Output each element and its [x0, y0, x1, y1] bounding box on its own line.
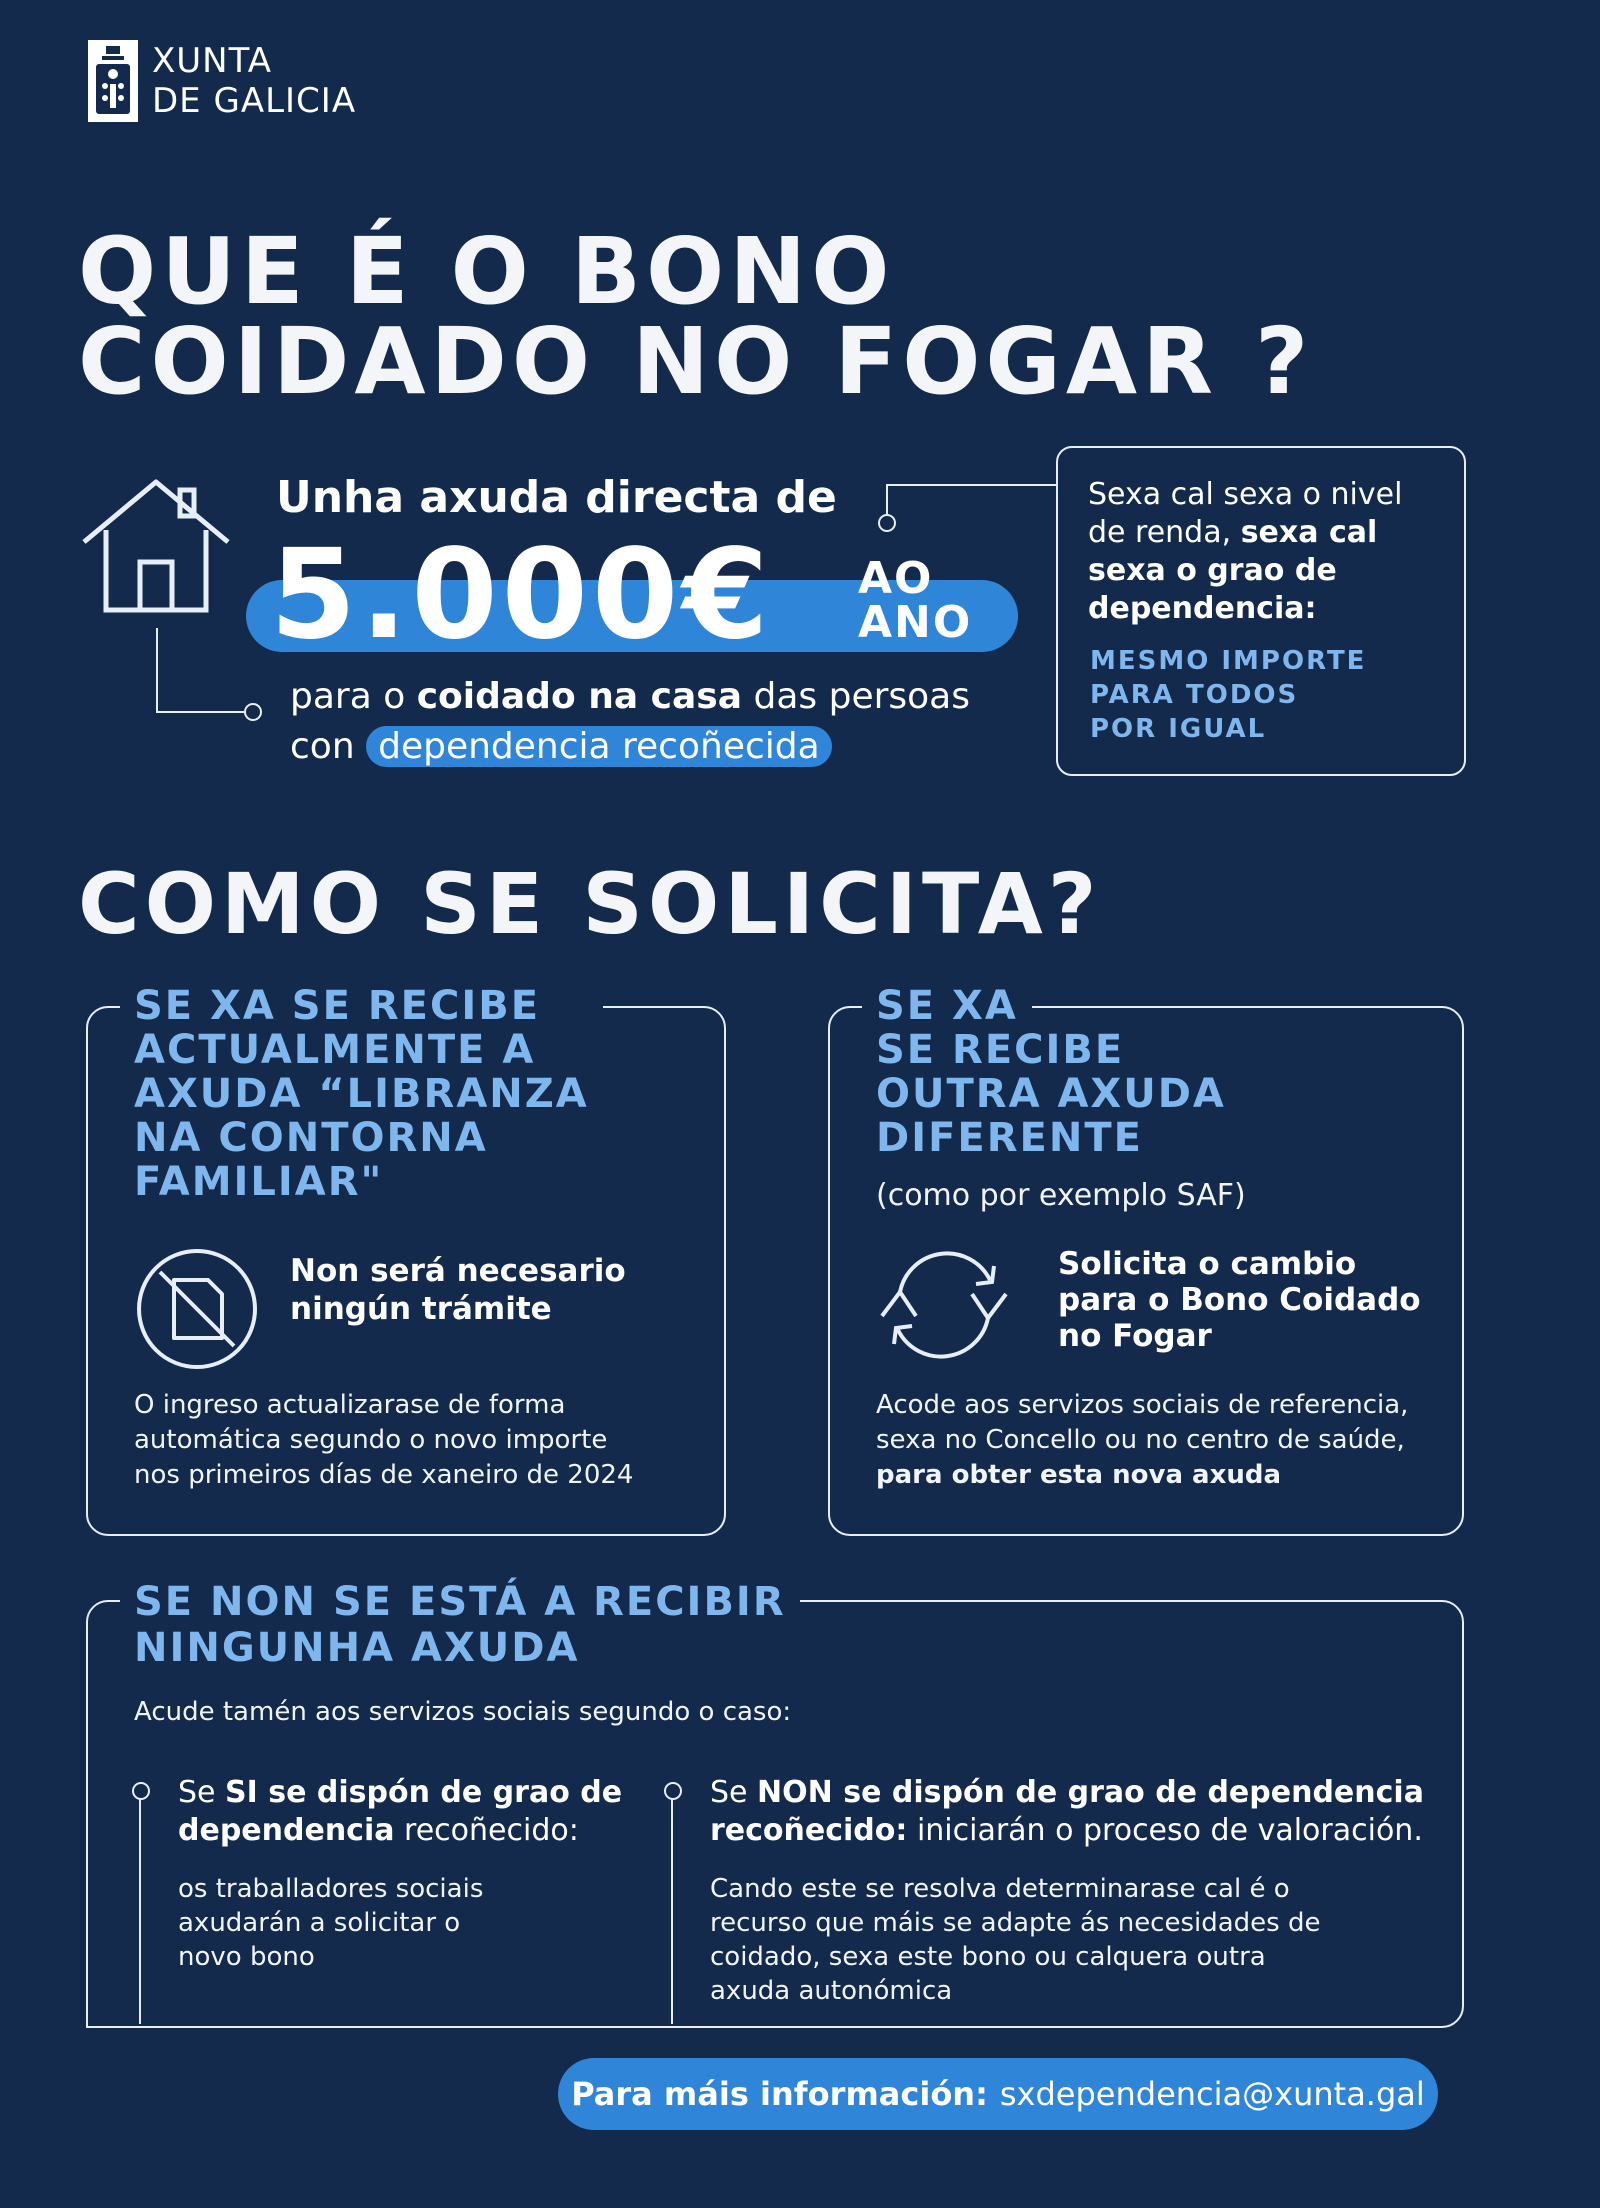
side-line1: Sexa cal sexa o nivel — [1088, 477, 1403, 512]
left-body-2: automática segundo o novo importe — [134, 1425, 608, 1455]
right-body-2: sexa no Concello ou no centro de saúde, — [876, 1425, 1405, 1455]
side-caps3: POR IGUAL — [1090, 714, 1267, 744]
right-sub: (como por exemplo SAF) — [876, 1178, 1246, 1213]
none-intro: Acude tamén aos servizos sociais segundo o caso: — [134, 1697, 792, 1727]
colB-body-1: Cando este se resolva determinarase cal é o — [710, 1874, 1290, 1904]
colA-l1-pre: Se — [178, 1775, 216, 1810]
left-body-1: O ingreso actualizarase de forma — [134, 1390, 566, 1420]
left-heading-4: NA CONTORNA — [134, 1115, 488, 1161]
house-icon — [76, 470, 236, 620]
right-body-3: para obter esta nova axuda — [876, 1460, 1282, 1490]
desc-pre: para o — [290, 676, 406, 717]
equal-amount-box — [1056, 446, 1466, 776]
amount-description — [290, 672, 970, 722]
right-heading-1: SE XA — [876, 983, 1018, 1029]
colA-body-2: axudarán a solicitar o — [178, 1908, 461, 1938]
side-line4: dependencia: — [1088, 591, 1317, 626]
page-title-line1: QUE É O BONO — [78, 218, 895, 325]
left-body-3: nos primeiros días de xaneiro de 2024 — [134, 1460, 634, 1490]
side-line2-pre: de renda, — [1088, 515, 1232, 550]
right-heading-block — [862, 984, 1032, 1028]
colA-body-3: novo bono — [178, 1942, 315, 1972]
left-note-2: ningún trámite — [290, 1291, 552, 1327]
left-heading-2: ACTUALMENTE A — [134, 1027, 536, 1073]
colB-l2-bold: recoñecido: — [710, 1813, 908, 1848]
logo-line2: DE GALICIA — [152, 81, 357, 121]
side-line3: sexa o grao de — [1088, 553, 1337, 588]
colB-body-4: axuda autonómica — [710, 1976, 953, 2006]
amount-value: 5.000€ — [270, 523, 773, 667]
right-heading-4: DIFERENTE — [876, 1115, 1143, 1161]
right-note-1: Solicita o cambio — [1058, 1246, 1357, 1282]
desc-post: das persoas — [753, 676, 970, 717]
amount-intro: Unha axuda directa de — [276, 472, 837, 523]
colA-l2-post: recoñecido: — [404, 1813, 579, 1848]
colA-l2-bold: dependencia — [178, 1813, 395, 1848]
right-heading-rest — [876, 1028, 1226, 1160]
amount-per-line1: AO — [858, 553, 934, 604]
colB-l1-bold: NON se dispón de grao de dependencia — [757, 1775, 1424, 1810]
amount-per-line2: ANO — [858, 597, 973, 648]
contact-pill[interactable] — [558, 2058, 1438, 2130]
right-note-3: no Fogar — [1058, 1318, 1212, 1354]
desc-bold: coidado na casa — [416, 676, 743, 717]
right-heading-2: SE RECIBE — [876, 1027, 1125, 1073]
colB-line2 — [710, 1812, 1423, 1850]
colB-l2-post: iniciarán o proceso de valoración. — [916, 1813, 1423, 1848]
colB-body-3: coidado, sexa este bono ou calquera outra — [710, 1942, 1266, 1972]
no-paperwork-icon — [134, 1246, 260, 1372]
colB-l1-pre: Se — [710, 1775, 748, 1810]
desc2-pre: con — [290, 726, 355, 767]
amount-description-2 — [290, 722, 832, 772]
colB-body-2: recurso que máis se adapte ás necesidades de — [710, 1908, 1321, 1938]
colA-line1 — [178, 1774, 622, 1812]
side-line2 — [1088, 514, 1377, 552]
left-heading-block — [120, 984, 603, 1204]
none-heading-2: NINGUNHA AXUDA — [134, 1625, 580, 1671]
section-title-how: COMO SE SOLICITA? — [78, 855, 1102, 953]
left-heading-3: AXUDA “LIBRANZA — [134, 1071, 589, 1117]
colA-l1-bold: SI se dispón de grao de — [225, 1775, 623, 1810]
colA-line2 — [178, 1812, 579, 1850]
coat-of-arms-icon — [88, 40, 138, 122]
left-note-1: Non será necesario — [290, 1253, 626, 1289]
right-body-1: Acode aos servizos sociais de referencia, — [876, 1390, 1409, 1420]
xunta-logo — [88, 40, 388, 124]
refresh-icon — [872, 1240, 1016, 1370]
colA-body-1: os traballadores sociais — [178, 1874, 484, 1904]
left-heading-1: SE XA SE RECIBE — [134, 983, 541, 1029]
side-caps1: MESMO IMPORTE — [1090, 646, 1367, 676]
none-heading-1: SE NON SE ESTÁ A RECIBIR — [134, 1579, 786, 1625]
side-line2-bold: sexa cal — [1240, 515, 1378, 550]
side-caps2: PARA TODOS — [1090, 680, 1299, 710]
contact-email-link[interactable]: sxdependencia@xunta.gal — [999, 2075, 1425, 2113]
right-note-2: para o Bono Coidado — [1058, 1282, 1421, 1318]
page-title-line2: COIDADO NO FOGAR ? — [78, 308, 1314, 415]
colB-line1 — [710, 1774, 1424, 1812]
right-heading-3: OUTRA AXUDA — [876, 1071, 1226, 1117]
contact-label: Para máis información: — [571, 2075, 988, 2113]
none-heading-block — [120, 1580, 800, 1624]
dependency-highlight: dependencia recoñecida — [366, 726, 832, 767]
left-heading-5: FAMILIAR" — [134, 1159, 384, 1205]
logo-line1: XUNTA — [152, 41, 272, 81]
